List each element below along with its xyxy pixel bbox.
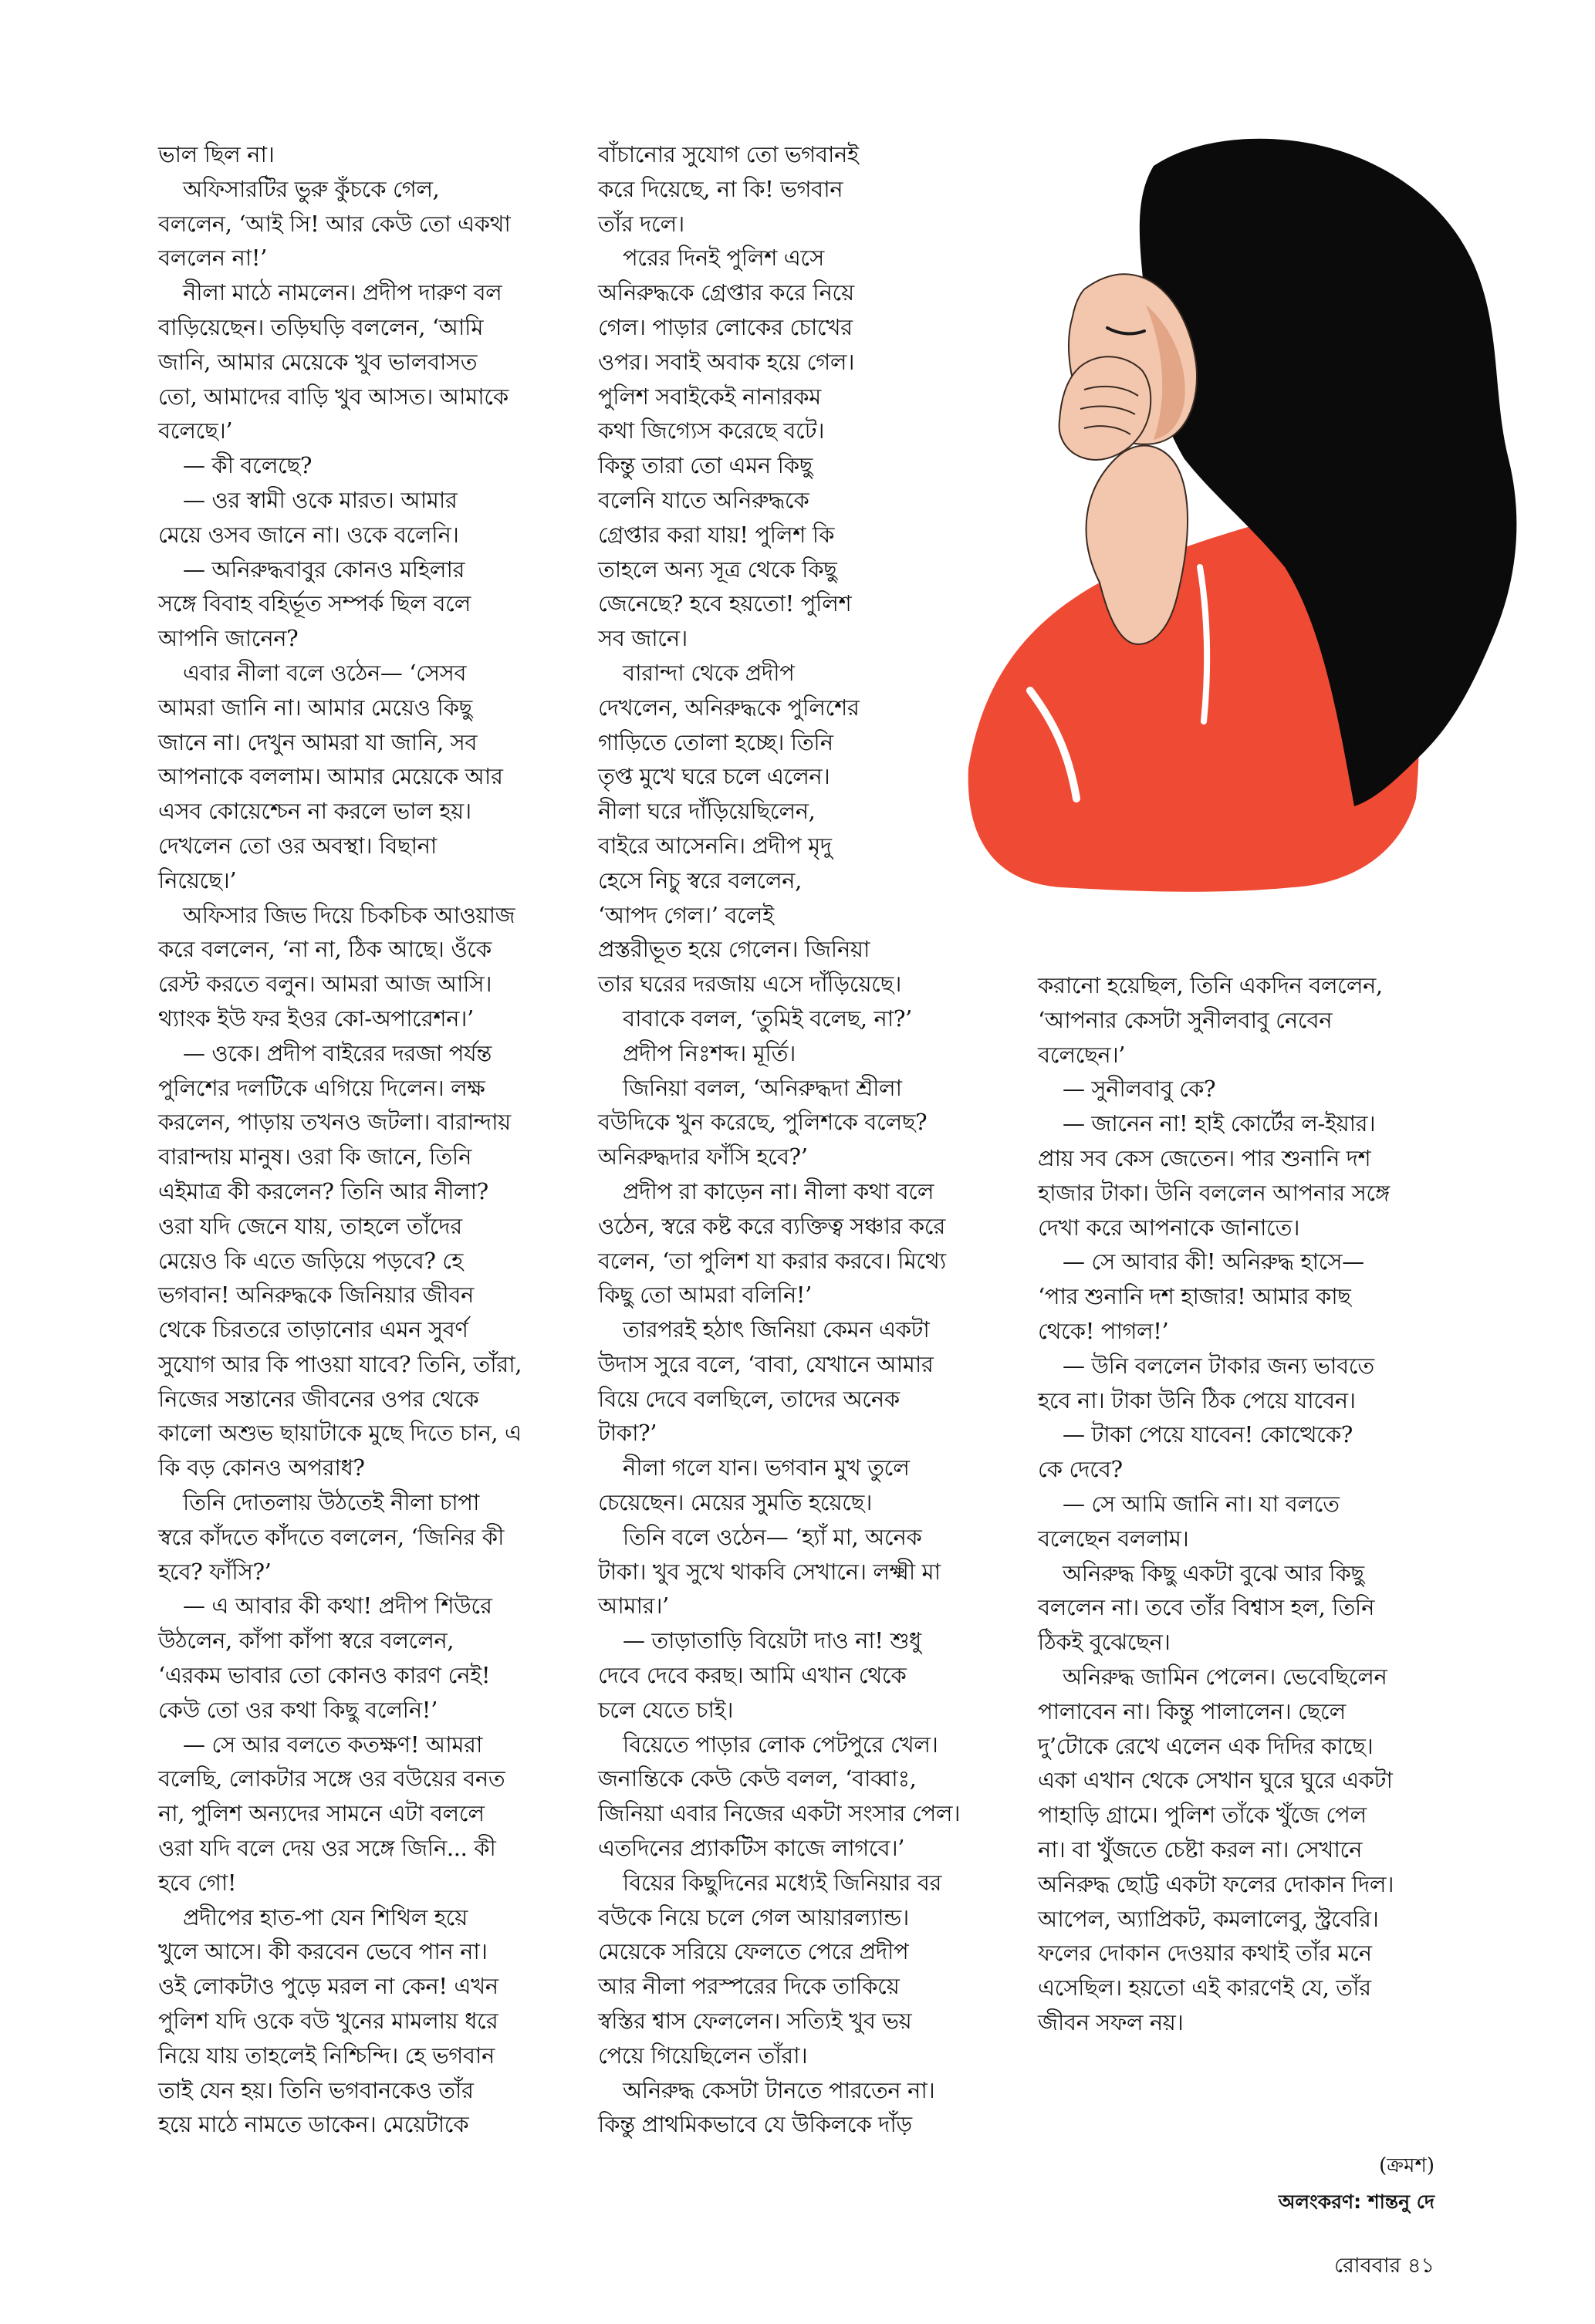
series-continued-note: (ক্রমশ) [1379,2154,1434,2177]
text-line: নিজের সন্তানের জীবনের ওপর থেকে [158,1385,479,1412]
text-line: অনিরুদ্ধ ছোট্ট একটা ফলের দোকান দিল। [1038,1870,1394,1897]
text-line: হাজার টাকা। উনি বললেন আপনার সঙ্গে [1038,1179,1390,1206]
text-line: হবে গো! [158,1869,237,1896]
text-line: জীবন সফল নয়। [1038,2008,1184,2035]
text-line: — সে আমি জানি না। যা বলতে [1063,1490,1340,1517]
text-line: তারপরই হঠাৎ জিনিয়া কেমন একটা [623,1316,930,1343]
text-line: কালো অশুভ ছায়াটাকে মুছে দিতে চান, এ [158,1420,522,1447]
text-line: ফলের দোকান দেওয়ার কথাই তাঁর মনে [1038,1940,1372,1967]
text-column-1 [158,137,559,2142]
text-line: ভাল ছিল না। [158,141,275,167]
text-line: তাই যেন হয়। তিনি ভগবানকেও তাঁর [158,2076,474,2103]
text-line: স্বস্তির শ্বাস ফেললেন। সত্যিই খুব ভয় [598,2008,912,2035]
text-line: হবে? ফাঁসি?’ [158,1558,272,1585]
text-line: সব জানে। [598,625,688,652]
text-line: ‘এরকম ভাবার তো কোনও কারণ নেই! [158,1662,491,1689]
text-line: বললেন, ‘আই সি! আর কেউ তো একথা [158,210,511,237]
text-line: নিয়েছে।’ [158,866,237,893]
text-line: — কী বলেছে? [183,452,312,479]
text-line: প্রায় সব কেস জেতেন। পার শুনানি দশ [1038,1144,1371,1171]
text-line: পুলিশ যদি ওকে বউ খুনের মামলায় ধরে [158,2008,498,2035]
text-line: পুলিশের দলটিকে এগিয়ে দিলেন। লক্ষ [158,1074,485,1101]
text-line: ওরা যদি জেনে যায়, তাহলে তাঁদের [158,1212,462,1239]
text-line: তিনি দোতলায় উঠতেই নীলা চাপা [183,1489,479,1516]
text-line: করলেন, পাড়ায় তখনও জটলা। বারান্দায় [158,1109,511,1136]
text-line: কিছু তো আমরা বলিনি!’ [598,1282,812,1309]
text-line: টাকা। খুব সুখে থাকবি সেখানে। লক্ষ্মী মা [598,1558,941,1585]
text-line: ওই লোকটাও পুড়ে মরল না কেন! এখন [158,1973,498,2000]
text-line: সুযোগ আর কি পাওয়া যাবে? তিনি, তাঁরা, [158,1350,522,1377]
text-line: কিন্তু তারা তো এমন কিছু [598,452,813,479]
text-line: চলে যেতে চাই। [598,1696,734,1723]
text-line: হয়ে মাঠে নামতে ডাকেন। মেয়েটাকে [158,2111,469,2138]
text-line: পেয়ে গিয়েছিলেন তাঁরা। [598,2042,808,2069]
text-line: গ্রেপ্তার করা যায়! পুলিশ কি [598,521,834,548]
page-folio: রোববার ৪১ [1334,2254,1434,2278]
text-line: আপনি জানেন? [158,625,299,652]
text-line: — সে আর বলতে কতক্ষণ! আমরা [183,1731,482,1758]
text-line: তার ঘরের দরজায় এসে দাঁড়িয়েছে। [598,971,901,998]
text-line: বললেন না। তবে তাঁর বিশ্বাস হল, তিনি [1038,1594,1375,1621]
text-line: পরের দিনই পুলিশ এসে [623,245,824,272]
text-line: বিয়ের কিছুদিনের মধ্যেই জিনিয়ার বর [623,1869,942,1896]
text-line: তিনি বলে ওঠেন— ‘হ্যাঁ মা, অনেক [623,1523,922,1550]
text-line: করে বললেন, ‘না না, ঠিক আছে। ওঁকে [158,936,492,963]
text-line: এইমাত্র কী করলেন? তিনি আর নীলা? [158,1177,488,1204]
text-line: — এ আবার কী কথা! প্রদীপ শিউরে [183,1593,492,1620]
text-line: অনিরুদ্ধ জামিন পেলেন। ভেবেছিলেন [1063,1663,1387,1690]
text-line: ‘পার শুনানি দশ হাজার! আমার কাছ [1038,1283,1351,1310]
text-line: — ওর স্বামী ওকে মারত। আমার [183,486,458,513]
text-line: বারান্দা থেকে প্রদীপ [623,659,795,686]
text-line: জানে না। দেখুন আমরা যা জানি, সব [158,728,478,755]
text-line: ওপর। সবাই অবাক হয়ে গেল। [598,348,855,375]
woman-illustration [922,135,1524,907]
text-line: — অনিরুদ্ধবাবুর কোনও মহিলার [183,556,465,583]
text-line: অফিসারটির ভুরু কুঁচকে গেল, [183,175,440,202]
text-line: না, পুলিশ অন্যদের সামনে এটা বললে [158,1800,485,1827]
text-line: প্রস্তরীভূত হয়ে গেলেন। জিনিয়া [598,936,870,963]
text-line: বলেছি, লোকটার সঙ্গে ওর বউয়ের বনত [158,1765,505,1792]
text-line: আমার।’ [598,1593,669,1620]
text-line: বললেন না!’ [158,245,267,272]
text-line: থেকে চিরতরে তাড়ানোর এমন সুবর্ণ [158,1316,468,1343]
text-line: বলেছে।’ [158,417,233,444]
text-line: মেয়েও কি এতে জড়িয়ে পড়বে? হে [158,1247,463,1274]
text-line: এবার নীলা বলে ওঠেন— ‘সেসব [183,659,467,686]
text-line: বারান্দায় মানুষ। ওরা কি জানে, তিনি [158,1143,472,1170]
text-line: গেল। পাড়ার লোকের চোখের [598,313,853,340]
text-line: আপেল, অ্যাপ্রিকট, কমলালেবু, স্ট্রবেরি। [1038,1905,1379,1932]
text-line: এতদিনের প্র্যাকটিস কাজে লাগবে।’ [598,1835,905,1862]
text-line: দু’টোকে রেখে এলেন এক দিদির কাছে। [1038,1732,1374,1759]
text-line: তৃপ্ত মুখে ঘরে চলে এলেন। [598,763,830,790]
text-line: কথা জিগ্যেস করেছে বটে। [598,417,825,444]
text-line: আর নীলা পরস্পরের দিকে তাকিয়ে [598,1973,900,2000]
text-line: মেয়েকে সরিয়ে ফেলতে পেরে প্রদীপ [598,1938,909,1965]
text-line: তাহলে অন্য সূত্র থেকে কিছু [598,556,837,583]
text-line: করে দিয়েছে, না কি! ভগবান [598,175,843,202]
text-line: বউদিকে খুন করেছে, পুলিশকে বলেছ? [598,1109,928,1136]
text-line: বলেন, ‘তা পুলিশ যা করার করবে। মিথ্যে [598,1247,946,1274]
text-line: — সুনীলবাবু কে? [1063,1076,1216,1103]
text-line: প্রদীপ নিঃশব্দ। মূর্তি। [623,1039,796,1066]
text-line: বাবাকে বলল, ‘তুমিই বলেছ, না?’ [623,1005,912,1032]
text-line: বিয়ে দেবে বলছিলে, তাদের অনেক [598,1385,900,1412]
text-line: — ওকে। প্রদীপ বাইরের দরজা পর্যন্ত [183,1039,492,1066]
text-line: বাড়িয়েছেন। তড়িঘড়ি বললেন, ‘আমি [158,313,484,340]
text-line: জনান্তিকে কেউ কেউ বলল, ‘বাব্বাঃ, [598,1765,917,1792]
text-line: বাঁচানোর সুযোগ তো ভগবানই [598,141,859,167]
text-line: অনিরুদ্ধ কিছু একটা বুঝে আর কিছু [1063,1559,1364,1586]
text-line: কেউ তো ওর কথা কিছু বলেনি!’ [158,1696,438,1723]
text-line: অফিসার জিভ দিয়ে চিকচিক আওয়াজ [183,901,515,928]
text-line: ওঠেন, স্বরে কষ্ট করে ব্যক্তিত্ব সঞ্চার করে [598,1212,945,1239]
text-line: দেবে দেবে করছ। আমি এখান থেকে [598,1662,907,1689]
text-line: ‘আপদ গেল।’ বলেই [598,901,774,928]
text-line: বউকে নিয়ে চলে গেল আয়ারল্যান্ড। [598,1903,909,1930]
text-line: তাঁর দলে। [598,210,684,237]
text-line: — সে আবার কী! অনিরুদ্ধ হাসে— [1063,1248,1364,1275]
text-line: থ্যাংক ইউ ফর ইওর কো-অপারেশন।’ [158,1005,474,1032]
text-line: প্রদীপের হাত-পা যেন শিথিল হয়ে [183,1903,468,1930]
text-line: ওরা যদি বলে দেয় ওর সঙ্গে জিনি... কী [158,1835,496,1862]
text-line: বলেছেন বললাম। [1038,1525,1189,1552]
text-line: জানি, আমার মেয়েকে খুব ভালবাসত [158,348,478,375]
text-line: জেনেছে? হবে হয়তো! পুলিশ [598,590,852,617]
text-line: রেস্ট করতে বলুন। আমরা আজ আসি। [158,971,492,998]
text-line: কি বড় কোনও অপরাধ? [158,1454,365,1481]
text-line: দেখলেন, অনিরুদ্ধকে পুলিশের [598,694,860,721]
text-line: টাকা?’ [598,1420,657,1447]
text-line: আমরা জানি না। আমার মেয়েও কিছু [158,694,472,721]
text-line: নীলা গলে যান। ভগবান মুখ তুলে [623,1454,910,1481]
text-line: বিয়েতে পাড়ার লোক পেটপুরে খেল। [623,1731,938,1758]
text-line: ‘আপনার কেসটা সুনীলবাবু নেবেন [1038,1006,1333,1033]
text-line: সঙ্গে বিবাহ বহির্ভূত সম্পর্ক ছিল বলে [158,590,471,617]
text-line: এসব কোয়েশ্চেন না করলে ভাল হয়। [158,798,471,825]
text-line: পুলিশ সবাইকেই নানারকম [598,383,821,410]
text-line: জিনিয়া এবার নিজের একটা সংসার পেল। [598,1800,961,1827]
text-line: কিন্তু প্রাথমিকভাবে যে উকিলকে দাঁড় [598,2111,912,2138]
text-line: পাহাড়ি গ্রামে। পুলিশ তাঁকে খুঁজে পেল [1038,1802,1367,1829]
text-line: বাইরে আসেননি। প্রদীপ মৃদু [598,832,832,859]
text-line: কে দেবে? [1038,1456,1123,1483]
text-line: — জানেন না! হাই কোর্টের ল-ইয়ার। [1063,1110,1376,1137]
text-line: জিনিয়া বলল, ‘অনিরুদ্ধদা শ্রীলা [623,1074,902,1101]
text-line: — তাড়াতাড়ি বিয়েটা দাও না! শুধু [623,1627,921,1654]
text-line: বলেছেন।’ [1038,1041,1126,1068]
text-line: এসেছিল। হয়তো এই কারণেই যে, তাঁর [1038,1974,1371,2001]
text-line: গাড়িতে তোলা হচ্ছে। তিনি [598,728,833,755]
text-line: নিয়ে যায় তাহলেই নিশ্চিন্দি। হে ভগবান [158,2042,495,2069]
text-line: নীলা মাঠে নামলেন। প্রদীপ দারুণ বল [183,279,502,306]
text-line: দেখলেন তো ওর অবস্থা। বিছানা [158,832,437,859]
text-line: স্বরে কাঁদতে কাঁদতে বললেন, ‘জিনির কী [158,1523,504,1550]
text-line: হেসে নিচু স্বরে বললেন, [598,866,802,893]
text-line: আপনাকে বললাম। আমার মেয়েকে আর [158,763,503,790]
text-line: করানো হয়েছিল, তিনি একদিন বললেন, [1038,972,1383,998]
illustration-credit: অলংকরণ: শান্তনু দে [1278,2191,1434,2213]
text-line: — টাকা পেয়ে যাবেন! কোত্থেকে? [1063,1421,1353,1448]
text-line: উঠলেন, কাঁপা কাঁপা স্বরে বললেন, [158,1627,455,1654]
text-line: নীলা ঘরে দাঁড়িয়েছিলেন, [598,798,816,825]
text-line: অনিরুদ্ধ কেসটা টানতে পারতেন না। [623,2076,935,2103]
text-line: দেখা করে আপনাকে জানাতে। [1038,1214,1300,1241]
text-line: না। বা খুঁজতে চেষ্টা করল না। সেখানে [1038,1836,1363,1863]
text-line: প্রদীপ রা কাড়েন না। নীলা কথা বলে [623,1177,934,1204]
text-line: অনিরুদ্ধকে গ্রেপ্তার করে নিয়ে [598,279,854,306]
text-line: তো, আমাদের বাড়ি খুব আসত। আমাকে [158,383,509,410]
text-column-3 [1038,968,1470,2040]
text-line: চেয়েছেন। মেয়ের সুমতি হয়েছে। [598,1489,872,1516]
text-line: উদাস সুরে বলে, ‘বাবা, যেখানে আমার [598,1350,934,1377]
text-line: বলেনি যাতে অনিরুদ্ধকে [598,486,809,513]
text-line: খুলে আসে। কী করবেন ভেবে পান না। [158,1938,488,1965]
text-line: ভগবান! অনিরুদ্ধকে জিনিয়ার জীবন [158,1282,474,1309]
text-line: একা এখান থেকে সেখান ঘুরে ঘুরে একটা [1038,1767,1393,1794]
text-line: পালাবেন না। কিন্তু পালালেন। ছেলে [1038,1697,1346,1724]
text-line: হবে না। টাকা উনি ঠিক পেয়ে যাবেন। [1038,1387,1356,1414]
text-line: অনিরুদ্ধদার ফাঁসি হবে?’ [598,1143,808,1170]
text-line: — উনি বললেন টাকার জন্য ভাবতে [1063,1352,1374,1379]
text-line: ঠিকই বুঝেছেন। [1038,1629,1171,1656]
text-line: মেয়ে ওসব জানে না। ওকে বলেনি। [158,521,459,548]
text-line: থেকে! পাগল!’ [1038,1317,1169,1344]
